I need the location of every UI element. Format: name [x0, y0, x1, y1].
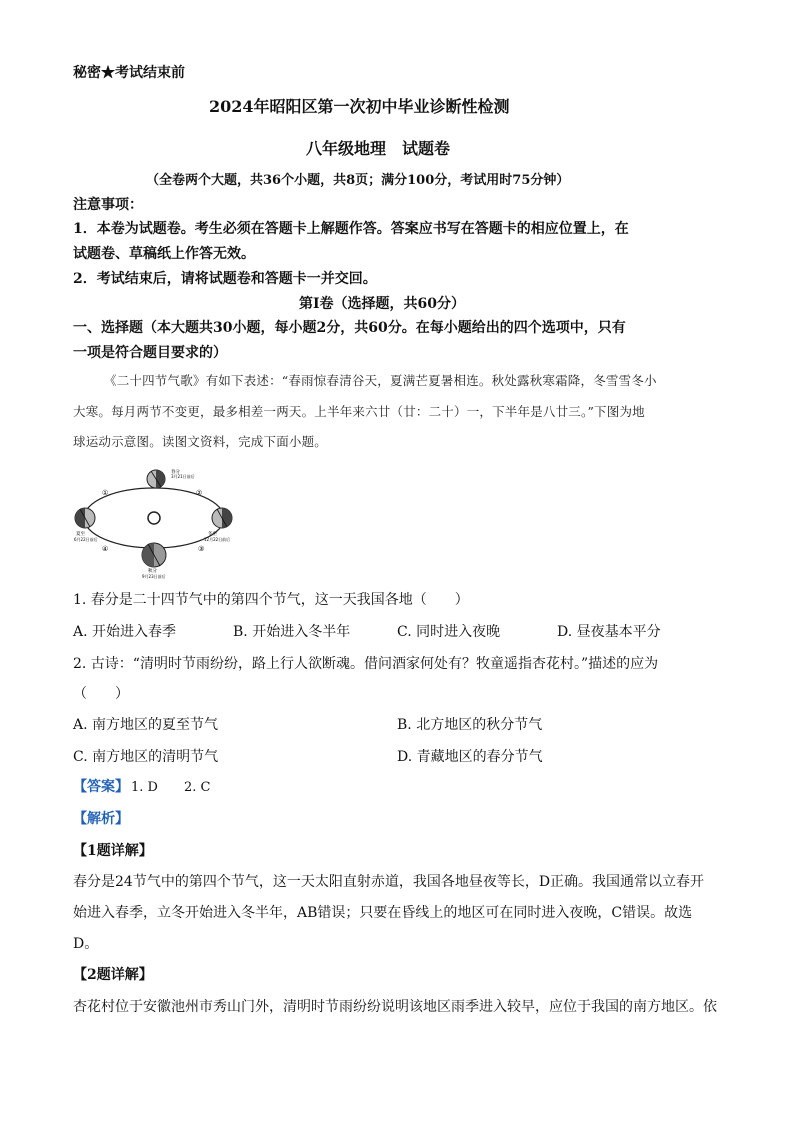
answer-label: 【答案】	[73, 779, 129, 795]
label-autumn: 秋分	[148, 569, 157, 574]
marker-3: ③	[198, 545, 205, 553]
marker-4: ④	[102, 545, 109, 553]
detail-1-label: 【1题详解】	[73, 843, 153, 859]
sun-icon	[148, 512, 160, 524]
question-2-option-c: C. 南方地区的清明节气	[73, 749, 219, 765]
notice-heading: 注意事项：	[73, 197, 143, 213]
earth-autumn-icon	[142, 543, 166, 567]
exam-subtitle: 八年级地理 试题卷	[306, 139, 451, 158]
exam-title: 2024年昭阳区第一次初中毕业诊断性检测	[209, 97, 510, 116]
detail-2-line-1: 杏花村位于安徽池州市秀山门外，清明时节雨纷纷说明该地区雨季进入较早，应位于我国的南方地区。依	[73, 999, 717, 1015]
detail-1-line-3: D。	[73, 936, 99, 952]
label-summer-date: 6月22日前后	[74, 537, 98, 542]
passage-line-1: 《二十四节气歌》有如下表述：“春雨惊春清谷天，夏满芒夏暑相连。秋处露秋寒霜降，冬雪雪冬小	[104, 373, 657, 388]
earth-orbit-diagram	[70, 465, 242, 581]
notice-item-1-line-1: 1．本卷为试题卷。考生必须在答题卡上解题作答。答案应书写在答题卡的相应位置上，在	[73, 221, 629, 237]
passage-line-3: 球运动示意图。读图文资料，完成下面小题。	[73, 434, 328, 449]
analysis-label: 【解析】	[73, 811, 129, 827]
question-2-option-b: B. 北方地区的秋分节气	[397, 717, 543, 733]
question-1-option-b: B. 开始进入冬半年	[233, 624, 351, 640]
earth-spring-icon	[147, 470, 165, 488]
label-winter: 冬至	[208, 532, 217, 537]
question-1-option-d: D. 昼夜基本平分	[557, 624, 661, 640]
notice-item-1-line-2: 试题卷、草稿纸上作答无效。	[73, 246, 255, 262]
answer-text: 1. D 2. C	[131, 780, 211, 795]
earth-summer-icon	[75, 508, 95, 528]
marker-1: ①	[102, 489, 109, 497]
question-1-stem: 1. 春分是二十四节气中的第四个节气，这一天我国各地（ ）	[73, 592, 469, 608]
detail-1-line-2: 始进入春季，立冬开始进入冬半年，AB错误；只要在昏线上的地区可在同时进入夜晚，C错误。故选	[73, 905, 693, 921]
notice-item-2: 2．考试结束后，请将试题卷和答题卡一并交回。	[73, 271, 377, 287]
secret-label: 秘密★考试结束前	[73, 65, 185, 81]
detail-1-line-1: 春分是24节气中的第四个节气，这一天太阳直射赤道，我国各地昼夜等长，D正确。我国通常以立春开	[73, 874, 705, 890]
exam-info: （全卷两个大题，共36个小题，共8页；满分100分，考试用时75分钟）	[146, 173, 570, 188]
earth-winter-icon	[212, 508, 232, 528]
label-spring-date: 3月21日前后	[171, 474, 195, 479]
section-heading-line-2: 一项是符合题目要求的）	[73, 345, 227, 361]
label-summer: 夏至	[76, 532, 85, 537]
section-heading-line-1: 一、选择题（本大题共30小题，每小题2分，共60分。在每小题给出的四个选项中，只有	[73, 320, 626, 336]
detail-2-label: 【2题详解】	[73, 967, 153, 983]
volume-heading: 第Ⅰ卷（选择题，共60分）	[299, 296, 466, 312]
question-2-stem-line-2: （ ）	[73, 686, 129, 702]
marker-2: ②	[196, 489, 203, 497]
label-spring: 春分	[171, 470, 180, 475]
label-winter-date: 12月22日前后	[204, 537, 231, 542]
question-1-option-c: C. 同时进入夜晚	[397, 624, 501, 640]
passage-line-2: 大寒。每月两节不变更，最多相差一两天。上半年来六廿（廿：二十）一，下半年是八廿三。”下图为地	[73, 404, 645, 419]
question-2-stem-line-1: 2. 古诗：“清明时节雨纷纷，路上行人欲断魂。借问酒家何处有？牧童遥指杏花村。”描述的应为	[73, 656, 659, 672]
question-1-option-a: A. 开始进入春季	[73, 624, 177, 640]
label-autumn-date: 9月23日前后	[142, 574, 166, 579]
question-2-option-d: D. 青藏地区的春分节气	[397, 749, 543, 765]
question-2-option-a: A. 南方地区的夏至节气	[73, 717, 219, 733]
